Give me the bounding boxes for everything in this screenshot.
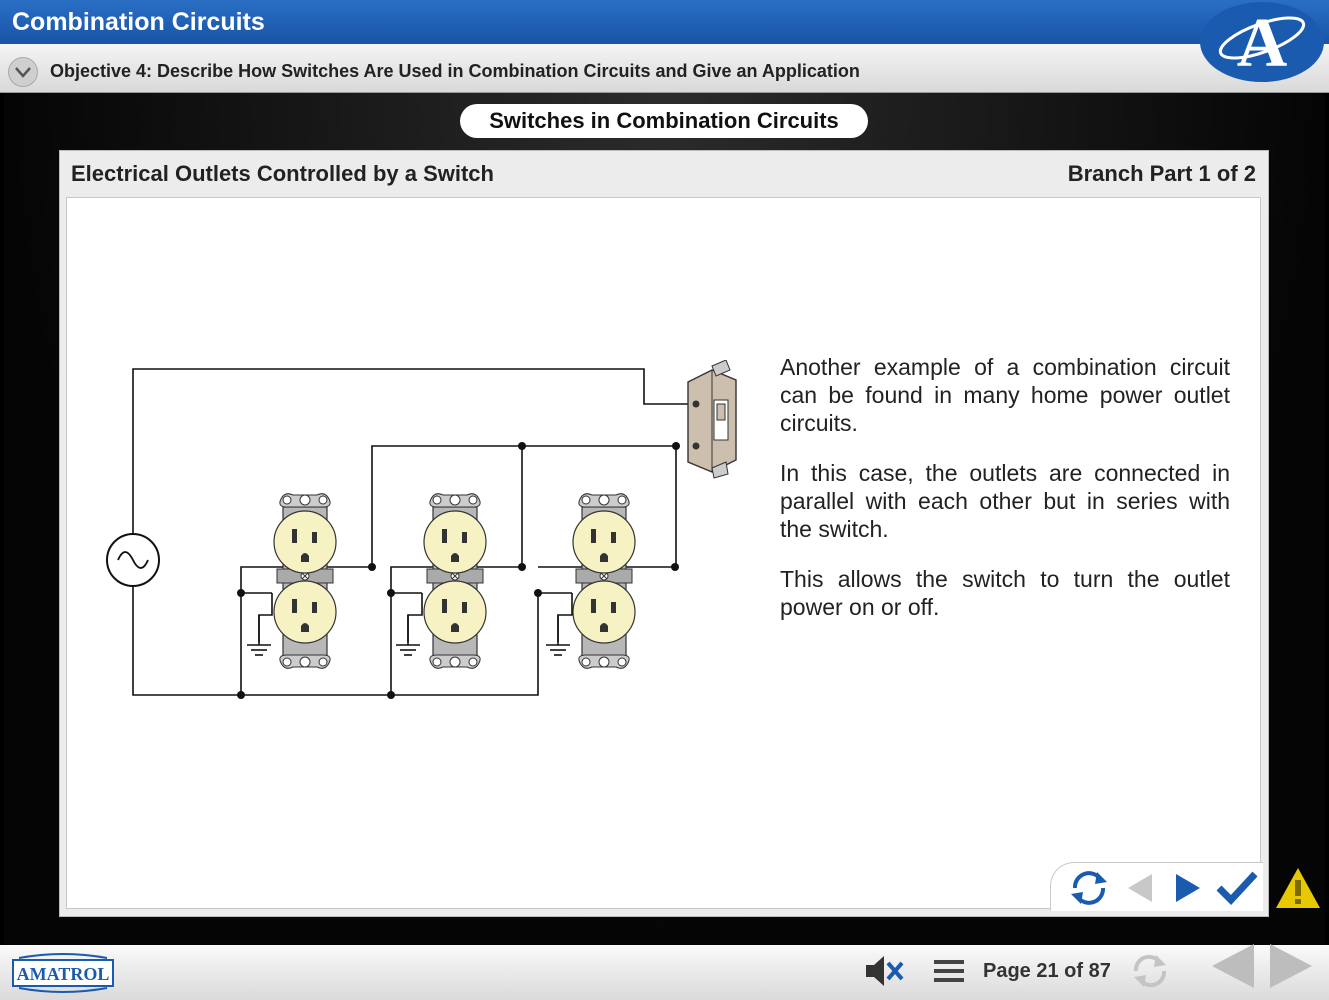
section-title: Switches in Combination Circuits — [460, 104, 868, 138]
app-title: Combination Circuits — [12, 8, 265, 36]
warning-icon[interactable] — [1274, 866, 1322, 910]
brand-text: AMATROL — [16, 964, 110, 984]
checkmark-icon[interactable] — [1215, 866, 1259, 910]
replay-icon[interactable] — [1067, 866, 1111, 910]
next-arrow-icon[interactable] — [1168, 866, 1212, 910]
page-indicator: Page 21 of 87 — [983, 960, 1111, 982]
chevron-down-icon[interactable] — [8, 57, 38, 87]
paragraph-3: This allows the switch to turn the outlet power on or off. — [780, 566, 1230, 620]
refresh-icon[interactable] — [1128, 950, 1172, 992]
paragraph-1: Another example of a combination circuit can be found in many home power outlet circuits. — [780, 354, 1230, 436]
page-prev-icon[interactable] — [1208, 938, 1258, 994]
branch-indicator: Branch Part 1 of 2 — [1067, 161, 1256, 186]
paragraph-2: In this case, the outlets are connected in parallel with each other but in series with the switch. — [780, 460, 1230, 542]
amatrol-a-logo — [1180, 0, 1329, 92]
circuit-diagram — [100, 360, 750, 705]
prev-arrow-icon[interactable] — [1120, 866, 1164, 910]
amatrol-logo — [11, 950, 119, 994]
svg-text:A: A — [1236, 5, 1288, 82]
objective-text: Objective 4: Describe How Switches Are Used in Combination Circuits and Give an Application — [50, 61, 860, 81]
menu-icon[interactable] — [928, 950, 972, 992]
panel-title: Electrical Outlets Controlled by a Switch — [71, 161, 494, 186]
explanation-text — [780, 353, 1230, 643]
page-next-icon[interactable] — [1266, 938, 1316, 994]
mute-icon[interactable] — [862, 950, 906, 992]
